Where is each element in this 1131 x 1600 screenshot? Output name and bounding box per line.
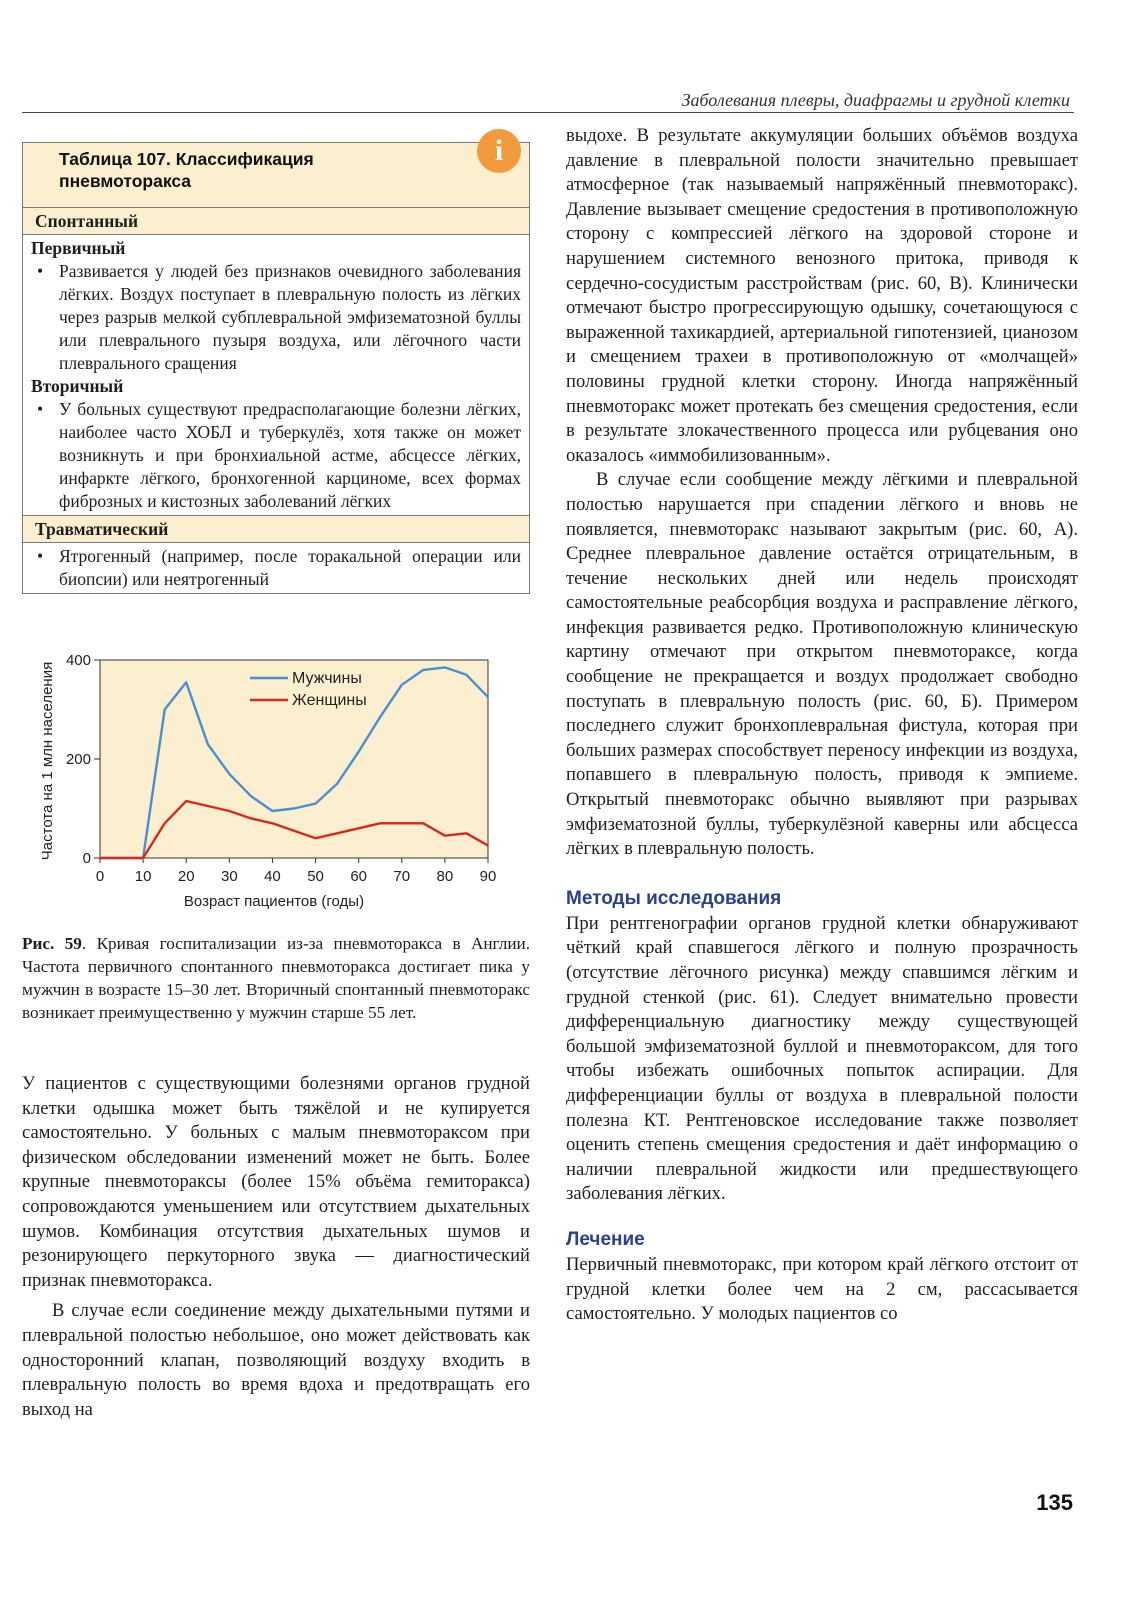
paragraph: В случае если сообщение между лёгкими и плевральной полостью нарушается при спадении лёгкого и вновь не появляется, пневмоторакс называют закрытым (рис. 60, А). Среднее плевральное давление остаётся отрицательным, в течение нескольких дней или недель происходят самостоятельные реабсорбция воздуха и расправление лёгкого, инфекция развивается редко. Противоположную клиническую картину отмечают при открытом пневмотораксе, когда сообщение не прекращается и воздух продолжает свободно поступать в плевральную полость (рис. 60, Б). Примером последнего служит бронхоплевральная фистула, которая при больших размерах способствует переносу инфекции из воздуха, попавшего в плевральную полость, приводя к эмпиеме. Открытый пневмоторакс обычно выявляют при разрывах эмфизематозной буллы, туберкулёзной каверны или абсцесса лёгких в плевральную полость.: [566, 469, 1078, 860]
x-tick-label: 10: [134, 868, 152, 885]
bullet-icon: •: [37, 546, 44, 566]
x-tick-label: 80: [436, 868, 454, 885]
hospitalization-chart: [22, 654, 530, 926]
category-spontaneous: Спонтанный: [23, 208, 529, 235]
bullet-icon: •: [37, 399, 44, 419]
x-axis-label: Возраст пациентов (годы): [183, 893, 365, 910]
running-head: Заболевания плевры, диафрагмы и грудной клетки: [681, 90, 1070, 110]
y-tick-label: 200: [65, 751, 91, 768]
classification-table: [22, 134, 530, 594]
bullet-text: Развивается у людей без признаков очевидного заболевания лёгких. Воздух поступает в плевральную полость из лёгких через разрыв мелкой субплевральной эмфизематозной буллы или плеврального пузыря воздуха, или лёгочного части плеврального сращения: [59, 261, 521, 373]
bullet-secondary: [31, 398, 521, 513]
y-tick-label: 400: [65, 654, 91, 669]
legend-label: Мужчины: [292, 670, 362, 687]
x-tick-label: 50: [307, 868, 324, 885]
caption-label: Рис. 59: [22, 934, 82, 953]
subtype-primary: Первичный: [31, 238, 126, 258]
paragraph: У пациентов с существующими болезнями органов грудной клетки одышка может быть тяжёлой и не купируется самостоятельно. У больных с малым пневмотораксом при физическом обследовании изменений может не быть. Более крупные пневмотораксы (более 15% объёма гемиторакса) сопровождаются уменьшением или отсутствием дыхательных шумов. Комбинация отсутствия дыхательных шумов и резонирующего перкуторного звука — диагностический признак пневмоторакса.: [22, 1073, 530, 1291]
info-icon: i: [477, 129, 521, 173]
page-number: 135: [1036, 1490, 1073, 1515]
chart-svg: [22, 654, 530, 926]
paragraph: выдохе. В результате аккумуляции больших объёмов воздуха давление в плевральной полости значительно превышает атмосферное (так называемый напряжённый пневмоторакс). Давление вызывает смещение средостения в противоположную сторону с компрессией лёгкого на здоровой стороне и нарушением системного венозного притока, приводя к сердечно-сосудистым расстройствам (рис. 60, В). Клинически отмечают быстро прогрессирующую одышку, сочетающуюся с выраженной тахикардией, артериальной гипотензией, цианозом и смещением трахеи в противоположную от «молчащей» половины грудной клетки сторону. Иногда напряжённый пневмоторакс может протекать без смещения средостения, если в результате злокачественного процесса или рубцевания оно оказалось «иммобилизованным».: [566, 125, 1078, 466]
paragraph: В случае если соединение между дыхательными путями и плевральной полостью небольшое, оно может действовать как односторонний клапан, позволяющий воздуху входить в плевральную полость во время вдоха и предотвращать его выход на: [22, 1300, 530, 1420]
x-tick-label: 40: [264, 868, 281, 885]
x-tick-label: 30: [220, 868, 238, 885]
caption-text: . Кривая госпитализации из-за пневмоторакса в Англии. Частота первичного спонтанного пневмоторакса достигает пика у мужчин в возрасте 15–30 лет. Вторичный спонтанный пневмоторакс возникает преимущественно у мужчин старше 55 лет.: [22, 934, 531, 1022]
x-tick-label: 70: [393, 868, 411, 885]
bullet-text: У больных существуют предрасполагающие болезни лёгких, наиболее часто ХОБЛ и туберкулёз, хотя также он может возникнуть и при бронхиальной астме, абсцессе лёгких, инфаркте лёгкого, бронхогенной карциноме, всех формах фиброзных и кистозных заболеваний лёгких: [59, 399, 521, 511]
left-body-text: [22, 1072, 530, 1422]
x-tick-label: 20: [177, 868, 195, 885]
bullet-text: Ятрогенный (например, после торакальной операции или биопсии) или неятрогенный: [59, 546, 521, 589]
x-tick-label: 0: [95, 868, 105, 885]
right-column: [566, 124, 1078, 1327]
table-header: [23, 134, 529, 208]
bullet-primary: [31, 260, 521, 375]
legend-label: Женщины: [292, 692, 367, 709]
bullet-icon: •: [37, 261, 44, 281]
spontaneous-section: [23, 235, 529, 516]
paragraph: Первичный пневмоторакс, при котором край лёгкого отстоит от грудной клетки более чем на 2 см, рассасывается самостоятельно. У молодых пациентов со: [566, 1253, 1078, 1325]
x-tick-label: 60: [350, 868, 368, 885]
section-heading-treatment: Лечение: [566, 1228, 645, 1250]
y-axis-label: Частота на 1 млн населения: [39, 661, 56, 861]
bullet-traumatic: [31, 545, 521, 591]
section-heading-methods: Методы исследования: [566, 887, 782, 909]
figure-caption: [22, 932, 530, 1024]
traumatic-section: [23, 543, 529, 593]
header-rule: [22, 112, 1074, 113]
paragraph: При рентгенографии органов грудной клетки обнаруживают чёткий край спавшегося лёгкого и полную прозрачность (отсутствие лёгочного рисунка) между спавшимся лёгким и грудной стенкой (рис. 61). Следует внимательно провести дифференциальную диагностику между существующей большой эмфизематозной буллой и пневмотораксом, для того чтобы избежать ошибочных попыток аспирации. Для дифференциации буллы от воздуха в плевральной полости полезна КТ. Рентгеновское исследование также позволяет оценить степень смещения средостения и даёт информацию о наличии плевральной жидкости или предшествующего заболевания лёгких.: [566, 912, 1078, 1205]
subtype-secondary: Вторичный: [31, 376, 124, 396]
left-column: [22, 134, 530, 594]
category-traumatic: Травматический: [23, 516, 529, 543]
y-tick-label: 0: [82, 850, 91, 867]
table-title: Таблица 107. Классификация пневмоторакса: [59, 149, 314, 191]
x-tick-label: 90: [479, 868, 497, 885]
